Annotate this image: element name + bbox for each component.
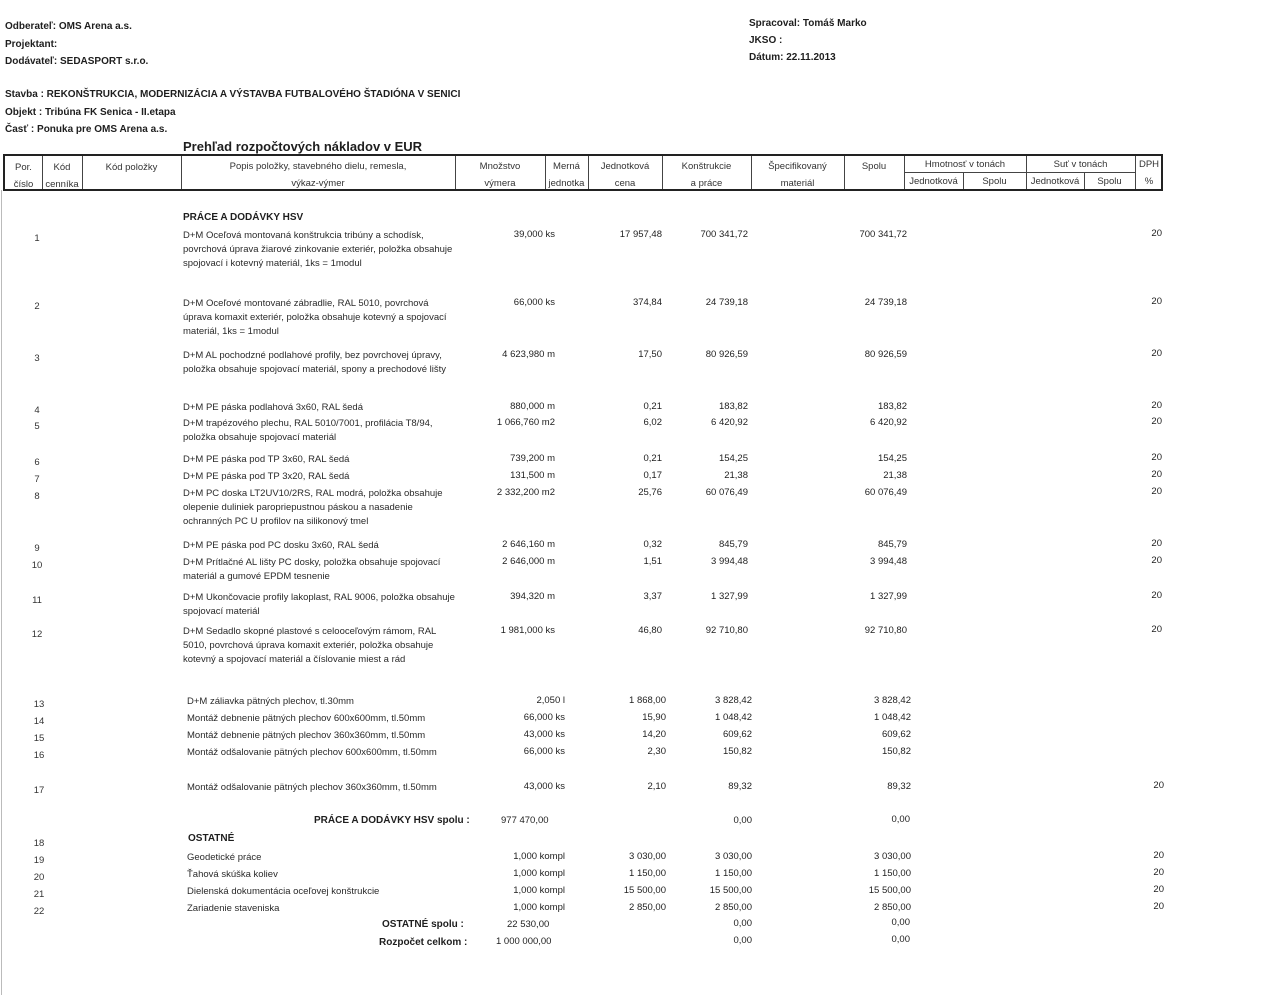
hsv-total: 977 470,00 — [501, 815, 549, 826]
objekt: Objekt : Tribúna FK Senica - II.etapa — [5, 107, 176, 118]
row-konstrukcie: 154,25 — [718, 453, 748, 464]
row-quantity: 1 981,000 ks — [500, 625, 555, 636]
row-description: D+M PE páska pod TP 3x60, RAL šedá — [183, 454, 350, 465]
row-unit-price: 3 030,00 — [629, 851, 666, 862]
rozpocet-total: 1 000 000,00 — [496, 936, 552, 947]
row-quantity: 1,000 kompl — [513, 885, 565, 896]
col-merna: Merná — [553, 161, 580, 172]
row-number: 14 — [33, 716, 45, 727]
row-quantity: 1,000 kompl — [513, 851, 565, 862]
section-ostatne: OSTATNÉ — [188, 833, 235, 844]
row-spolu: 92 710,80 — [864, 625, 907, 636]
row-number: 8 — [34, 491, 40, 502]
row-spolu: 89,32 — [887, 781, 911, 792]
row-description: D+M PC doska LT2UV10/2RS, RAL modrá, položka obsahuje olepenie duliniek paropriepustnou páskou a nasadenie ochranných PC U profilov na silikonový tmel — [183, 488, 443, 527]
col-specifikovany: Špecifikovaný — [768, 161, 827, 172]
row-description: D+M PE páska pod PC dosku 3x60, RAL šedá — [183, 540, 379, 551]
row-quantity: 1,000 kompl — [513, 868, 565, 879]
row-unit-price: 374,84 — [632, 297, 662, 308]
row-unit-price: 0,21 — [643, 453, 662, 464]
row-spolu: 154,25 — [877, 453, 907, 464]
row-unit-price: 0,32 — [643, 539, 662, 550]
row-number: 13 — [33, 699, 45, 710]
row-description: D+M Oceľové montované zábradlie, RAL 5010, povrchová úprava komaxit exteriér, položka obsahuje kotevný a spojovací materiál, 1ks = 1modul — [183, 298, 447, 337]
row-spolu: 3 994,48 — [870, 556, 907, 567]
row-quantity: 66,000 ks — [513, 297, 555, 308]
row-konstrukcie: 1 048,42 — [715, 712, 752, 723]
col-kod-polozky: Kód položky — [105, 162, 158, 173]
row-konstrukcie: 3 994,48 — [711, 556, 748, 567]
row-unit-price: 2,10 — [647, 781, 666, 792]
row-dph: 20 — [1151, 416, 1162, 427]
row-quantity: 739,200 m — [510, 453, 555, 464]
ostatne-total-label: OSTATNÉ spolu : — [382, 919, 464, 930]
row-konstrukcie: 1 327,99 — [711, 591, 748, 602]
row-konstrukcie: 60 076,49 — [705, 487, 748, 498]
row-dph: 20 — [1153, 850, 1164, 861]
row-konstrukcie: 183,82 — [718, 401, 748, 412]
row-unit-price: 3,37 — [643, 591, 662, 602]
row-dph: 20 — [1151, 348, 1162, 359]
row-unit-price: 15 500,00 — [623, 885, 666, 896]
row-spolu: 80 926,59 — [864, 349, 907, 360]
row-spolu: 21,38 — [883, 470, 907, 481]
row-spolu: 183,82 — [877, 401, 907, 412]
spracoval: Spracoval: Tomáš Marko — [749, 18, 867, 29]
row-quantity: 2 646,160 m — [502, 539, 555, 550]
row-number: 7 — [34, 474, 40, 485]
row-unit-price: 1 868,00 — [629, 695, 666, 706]
row-konstrukcie: 845,79 — [718, 539, 748, 550]
section-hsv: PRÁCE A DODÁVKY HSV — [183, 212, 304, 223]
row-dph: 20 — [1151, 624, 1162, 635]
row-quantity: 4 623,980 m — [502, 349, 555, 360]
jkso: JKSO : — [749, 35, 783, 46]
row-spolu: 3 828,42 — [874, 695, 911, 706]
row-number: 9 — [34, 543, 40, 554]
row-quantity: 2,050 l — [536, 695, 565, 706]
row-unit-price: 2 850,00 — [629, 902, 666, 913]
row-dph: 20 — [1153, 884, 1164, 895]
row-quantity: 880,000 m — [510, 401, 555, 412]
row-number: 5 — [34, 421, 40, 432]
row-description: D+M Ukončovacie profily lakoplast, RAL 9006, položka obsahuje spojovací materiál — [183, 592, 455, 617]
row-konstrukcie: 24 739,18 — [705, 297, 748, 308]
row-konstrukcie: 609,62 — [722, 729, 752, 740]
ostatne-konst: 0,00 — [733, 918, 752, 929]
row-konstrukcie: 2 850,00 — [715, 902, 752, 913]
row-dph: 20 — [1151, 296, 1162, 307]
row-unit-price: 25,76 — [638, 487, 662, 498]
row-unit-price: 0,17 — [643, 470, 662, 481]
row-number: 12 — [31, 629, 43, 640]
row-konstrukcie: 15 500,00 — [709, 885, 752, 896]
row-description: D+M AL pochodzné podlahové profily, bez povrchovej úpravy, položka obsahuje spojovací materiál, spony a prechodové lišty — [183, 350, 446, 375]
row-number: 10 — [31, 560, 43, 571]
row-number: 11 — [32, 595, 42, 606]
row-number: 4 — [34, 405, 40, 416]
row-quantity: 66,000 ks — [523, 712, 565, 723]
row-quantity: 1,000 kompl — [513, 902, 565, 913]
row-quantity: 2 646,000 m — [502, 556, 555, 567]
row-spolu: 15 500,00 — [868, 885, 911, 896]
row-spolu: 1 048,42 — [874, 712, 911, 723]
row-unit-price: 15,90 — [642, 712, 666, 723]
table-header: Por. číslo Kód cenníka Kód položky Popis položky, stavebného dielu, remesla, výkaz-výmer Množstvo výmera Merná jednotka Jednotková cena Konštrukcie a práce Špecifikovaný materiál Spolu Hmotnosť v tonách Jednotková Spolu Suť v tonách Jednotková Spolu DPH % — [3, 154, 1163, 191]
row-description: Montáž odšalovanie pätných plechov 600x600mm, tl.50mm — [187, 747, 437, 758]
row-unit-price: 17,50 — [638, 349, 662, 360]
row-description: Zariadenie staveniska — [187, 903, 280, 914]
ostatne-total: 22 530,00 — [507, 919, 550, 930]
col-spolu: Spolu — [861, 161, 887, 172]
row-number: 17 — [33, 785, 45, 796]
row-spolu: 609,62 — [881, 729, 911, 740]
col-popis: Popis položky, stavebného dielu, remesla, — [229, 161, 407, 172]
row-unit-price: 1,51 — [643, 556, 662, 567]
odberatel: Odberateľ: OMS Arena a.s. — [5, 21, 132, 32]
row-quantity: 394,320 m — [510, 591, 555, 602]
row-quantity: 66,000 ks — [523, 746, 565, 757]
hsv-konst: 0,00 — [733, 815, 752, 826]
row-dph: 20 — [1151, 486, 1162, 497]
row-spolu: 1 327,99 — [870, 591, 907, 602]
row-unit-price: 0,21 — [643, 401, 662, 412]
row-konstrukcie: 6 420,92 — [711, 417, 748, 428]
row-dph: 20 — [1151, 555, 1162, 566]
row-unit-price: 1 150,00 — [629, 868, 666, 879]
rozpocet-spolu: 0,00 — [891, 934, 910, 945]
row-description: D+M PE páska podlahová 3x60, RAL šedá — [183, 402, 363, 413]
row-konstrukcie: 150,82 — [722, 746, 752, 757]
row-number: 21 — [33, 889, 45, 900]
row-number: 2 — [34, 301, 40, 312]
row-quantity: 43,000 ks — [523, 781, 565, 792]
row-spolu: 150,82 — [881, 746, 911, 757]
row-dph: 20 — [1151, 400, 1162, 411]
row-dph: 20 — [1151, 469, 1162, 480]
row-number: 18 — [33, 838, 45, 849]
row-description: D+M Prítlačné AL lišty PC dosky, položka obsahuje spojovací materiál a gumové EPDM tesnenie — [183, 557, 441, 582]
row-number: 19 — [33, 855, 45, 866]
row-quantity: 131,500 m — [510, 470, 555, 481]
col-kod: Kód — [53, 162, 71, 173]
row-konstrukcie: 3 030,00 — [715, 851, 752, 862]
row-dph: 20 — [1153, 901, 1164, 912]
row-quantity: 2 332,200 m2 — [496, 487, 555, 498]
row-dph: 20 — [1151, 590, 1162, 601]
row-number: 16 — [33, 750, 45, 761]
row-unit-price: 2,30 — [647, 746, 666, 757]
row-description: Montáž debnenie pätných plechov 360x360mm, tl.50mm — [187, 730, 426, 741]
col-dph: DPH — [1138, 159, 1160, 170]
row-dph: 20 — [1153, 867, 1164, 878]
row-description: D+M Oceľová montovaná konštrukcia tribúny a schodísk, povrchová úprava žiarové zinkovanie exteriér, položka obsahuje spojovací i kotevný materiál, 1ks = 1modul — [183, 230, 453, 269]
row-konstrukcie: 1 150,00 — [715, 868, 752, 879]
col-konstrukcie: Konštrukcie — [681, 161, 732, 172]
row-description: D+M Sedadlo skopné plastové s celooceľovým rámom, RAL 5010, povrchová úprava komaxit exteriér, položka obsahuje kotevný a spojovací materiál a číslovanie miest a rád — [183, 626, 436, 665]
row-quantity: 1 066,760 m2 — [496, 417, 555, 428]
col-mnozstvo: Množstvo — [479, 161, 521, 172]
cast: Časť : Ponuka pre OMS Arena a.s. — [5, 124, 168, 135]
row-description: Montáž debnenie pätných plechov 600x600mm, tl.50mm — [187, 713, 426, 724]
row-number: 1 — [34, 233, 40, 244]
row-dph: 20 — [1151, 228, 1162, 239]
row-konstrukcie: 89,32 — [728, 781, 752, 792]
ostatne-spolu: 0,00 — [891, 917, 910, 928]
dodavatel: Dodávateľ: SEDASPORT s.r.o. — [5, 56, 149, 67]
page-title: Prehľad rozpočtových nákladov v EUR — [183, 139, 423, 154]
row-quantity: 43,000 ks — [523, 729, 565, 740]
row-konstrukcie: 21,38 — [724, 470, 748, 481]
hsv-spolu: 0,00 — [891, 814, 910, 825]
row-unit-price: 14,20 — [642, 729, 666, 740]
row-description: Ťahová skúška koliev — [187, 869, 278, 880]
row-unit-price: 17 957,48 — [619, 229, 662, 240]
row-dph: 20 — [1153, 780, 1164, 791]
row-description: D+M záliavka pätných plechov, tl.30mm — [187, 696, 354, 707]
row-unit-price: 6,02 — [643, 417, 662, 428]
row-description: Geodetické práce — [187, 852, 262, 863]
row-spolu: 60 076,49 — [864, 487, 907, 498]
col-sut: Suť v tonách — [1053, 159, 1108, 170]
row-spolu: 6 420,92 — [870, 417, 907, 428]
row-description: Dielenská dokumentácia oceľovej konštrukcie — [187, 886, 380, 897]
row-spolu: 3 030,00 — [874, 851, 911, 862]
row-quantity: 39,000 ks — [513, 229, 555, 240]
row-number: 15 — [33, 733, 45, 744]
row-dph: 20 — [1151, 538, 1162, 549]
row-konstrukcie: 3 828,42 — [715, 695, 752, 706]
rozpocet-label: Rozpočet celkom : — [379, 937, 468, 948]
row-number: 20 — [33, 872, 45, 883]
row-konstrukcie: 92 710,80 — [705, 625, 748, 636]
row-spolu: 1 150,00 — [874, 868, 911, 879]
row-spolu: 2 850,00 — [874, 902, 911, 913]
row-spolu: 24 739,18 — [864, 297, 907, 308]
row-number: 3 — [34, 353, 40, 364]
datum: Dátum: 22.11.2013 — [749, 52, 836, 63]
row-dph: 20 — [1151, 452, 1162, 463]
row-unit-price: 46,80 — [638, 625, 662, 636]
col-jednotkova: Jednotková — [600, 161, 650, 172]
row-description: D+M trapézového plechu, RAL 5010/7001, profilácia T8/94, položka obsahuje spojovací materiál — [183, 418, 433, 443]
row-spolu: 700 341,72 — [859, 229, 907, 240]
hsv-total-label: PRÁCE A DODÁVKY HSV spolu : — [314, 815, 470, 826]
row-spolu: 845,79 — [877, 539, 907, 550]
projektant: Projektant: — [5, 39, 58, 50]
row-description: Montáž odšalovanie pätných plechov 360x360mm, tl.50mm — [187, 782, 437, 793]
col-por: Por. — [15, 162, 32, 173]
row-description: D+M PE páska pod TP 3x20, RAL šedá — [183, 471, 350, 482]
stavba: Stavba : REKONŠTRUKCIA, MODERNIZÁCIA A VÝSTAVBA FUTBALOVÉHO ŠTADIÓNA V SENICI — [5, 89, 461, 100]
row-konstrukcie: 700 341,72 — [700, 229, 748, 240]
row-konstrukcie: 80 926,59 — [705, 349, 748, 360]
row-number: 6 — [34, 457, 40, 468]
row-number: 22 — [33, 906, 45, 917]
col-hmotnost: Hmotnosť v tonách — [924, 159, 1006, 170]
rozpocet-konst: 0,00 — [733, 935, 752, 946]
